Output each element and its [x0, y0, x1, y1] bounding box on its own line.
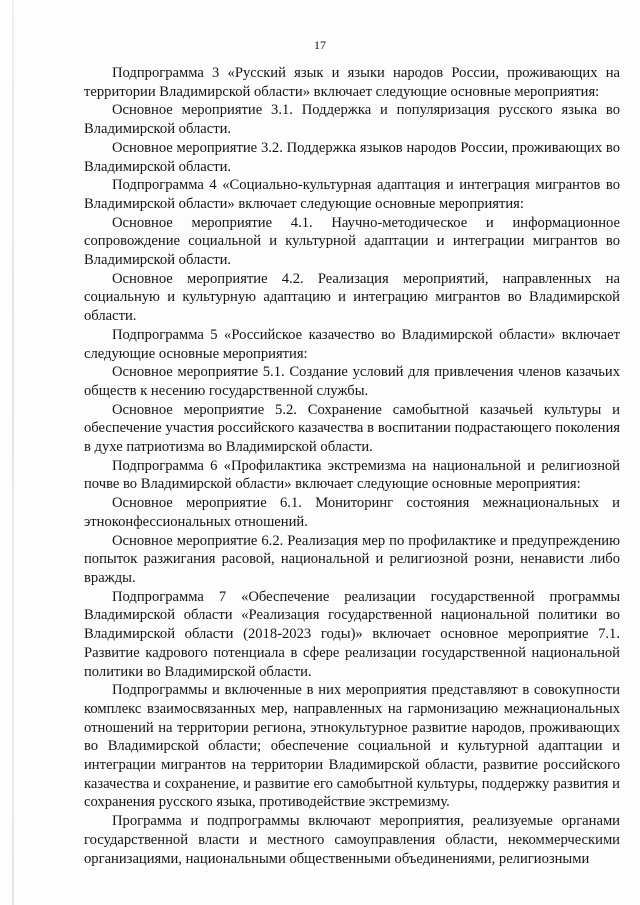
- paragraph-measure-6-2: Основное мероприятие 6.2. Реализация мер по профилактике и предупреждению попыток разжигания расовой, национальной и религиозной розни, ненависти либо вражды.: [84, 532, 620, 586]
- document-body: [84, 64, 620, 868]
- paragraph-subprograms-summary: Подпрограммы и включенные в них мероприятия представляют в совокупности комплекс взаимосвязанных мер, направленных на гармонизацию межнациональных отношений на территории региона, этнокультурное развитие народов, проживающих во Владимирской области; обеспечение социальной и культурной адаптации и интеграции мигрантов на территории Владимирской области, развитие российского казачества и сохранение, и развитие его самобытной культуры, поддержку развития и сохранения русского языка, противодействие экстремизму.: [84, 682, 620, 811]
- paragraph-measure-3-2: Основное мероприятие 3.2. Поддержка языков народов России, проживающих во Владимирской области.: [84, 139, 620, 175]
- paragraph-measure-5-2: Основное мероприятие 5.2. Сохранение самобытной казачьей культуры и обеспечение участия российского казачества в воспитании подрастающего поколения в духе патриотизма во Владимирской области.: [84, 401, 620, 456]
- paragraph-subprogram-4: Подпрограмма 4 «Социально-культурная адаптация и интеграция мигрантов во Владимирской области» включает следующие основные мероприятия:: [84, 177, 620, 212]
- scan-shadow-edge: [12, 0, 14, 905]
- paragraph-subprogram-7: Подпрограмма 7 «Обеспечение реализации государственной программы Владимирской области «Реализация государственной национальной политики во Владимирской области (2018-2023 годы)» включает основное мероприятие 7.1. Развитие кадрового потенциала в сфере реализации государственной национальной политики во Владимирской области.: [84, 588, 620, 680]
- paragraph-subprogram-5: Подпрограмма 5 «Российское казачество во Владимирской области» включает следующие основные мероприятия:: [84, 326, 620, 362]
- paragraph-measure-4-1: Основное мероприятие 4.1. Научно-методическое и информационное сопровождение социальной и культурной адаптации и интеграции мигрантов во Владимирской области.: [84, 214, 620, 269]
- paragraph-measure-4-2: Основное мероприятие 4.2. Реализация мероприятий, направленных на социальную и культурную адаптацию и интеграцию мигрантов во Владимирской области.: [84, 270, 620, 325]
- paragraph-subprogram-3: Подпрограмма 3 «Русский язык и языки народов России, проживающих на территории Владимирской области» включает следующие основные мероприятия:: [84, 65, 620, 100]
- paragraph-measure-5-1: Основное мероприятие 5.1. Создание условий для привлечения членов казачьих обществ к несению государственной службы.: [84, 364, 620, 399]
- paragraph-measure-3-1: Основное мероприятие 3.1. Поддержка и популяризация русского языка во Владимирской области.: [84, 102, 620, 138]
- page-number: 17: [314, 38, 326, 52]
- paragraph-program-implementers: Программа и подпрограммы включают мероприятия, реализуемые органами государственной власти и местного самоуправления области, некоммерческими организациями, национальными общественными объединениями, религиозными: [84, 813, 620, 867]
- paragraph-measure-6-1: Основное мероприятие 6.1. Мониторинг состояния межнациональных и этноконфессиональных отношений.: [84, 495, 620, 530]
- paragraph-subprogram-6: Подпрограмма 6 «Профилактика экстремизма на национальной и религиозной почве во Владимирской области» включает следующие основные мероприятия:: [84, 457, 620, 493]
